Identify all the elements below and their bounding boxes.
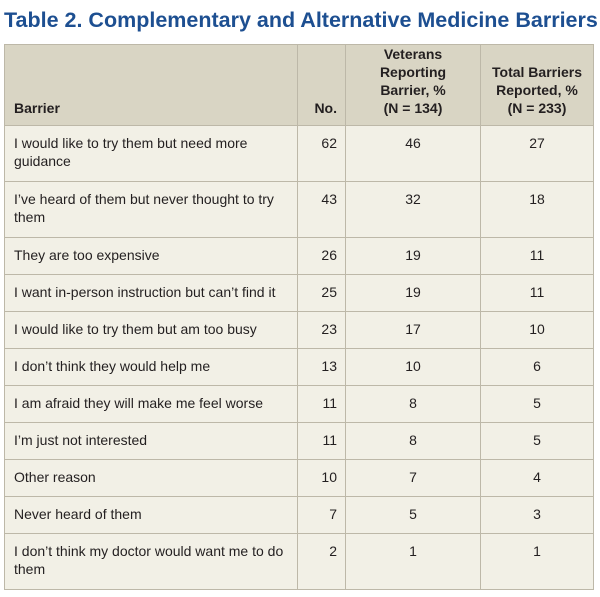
header-row <box>5 45 594 126</box>
total-percent-cell: 6 <box>481 349 594 386</box>
count-cell: 26 <box>298 238 346 275</box>
count-cell: 13 <box>298 349 346 386</box>
count-cell: 10 <box>298 460 346 497</box>
total-percent-cell: 10 <box>481 312 594 349</box>
barrier-cell: Never heard of them <box>5 497 298 534</box>
total-percent-cell: 18 <box>481 182 594 238</box>
table-row <box>5 497 594 534</box>
veterans-header-line-2: Barrier, % <box>380 82 446 98</box>
table-row <box>5 238 594 275</box>
veterans-header-line-3: (N = 134) <box>383 100 443 116</box>
total-percent-cell: 27 <box>481 126 594 182</box>
count-cell: 11 <box>298 386 346 423</box>
total-percent-cell: 5 <box>481 423 594 460</box>
barrier-cell: I’ve heard of them but never thought to try them <box>5 182 298 238</box>
barrier-cell: I’m just not interested <box>5 423 298 460</box>
total-percent-cell: 4 <box>481 460 594 497</box>
barrier-cell: I want in-person instruction but can’t find it <box>5 275 298 312</box>
veterans-header-line-1: Veterans Reporting <box>379 46 447 80</box>
total-percent-cell: 11 <box>481 275 594 312</box>
veterans-percent-cell: 32 <box>346 182 481 238</box>
table-row <box>5 386 594 423</box>
barrier-cell: I don’t think my doctor would want me to do them <box>5 534 298 590</box>
table-row <box>5 126 594 182</box>
total-percent-cell: 1 <box>481 534 594 590</box>
table-row <box>5 349 594 386</box>
veterans-percent-cell: 19 <box>346 238 481 275</box>
barrier-header-label: Barrier <box>14 100 60 116</box>
barrier-cell: I would like to try them but need more guidance <box>5 126 298 182</box>
count-cell: 2 <box>298 534 346 590</box>
barrier-cell: I am afraid they will make me feel worse <box>5 386 298 423</box>
total-header-line-2: Reported, % <box>496 82 578 98</box>
count-cell: 11 <box>298 423 346 460</box>
total-percent-cell: 11 <box>481 238 594 275</box>
veterans-percent-cell: 7 <box>346 460 481 497</box>
veterans-percent-cell: 19 <box>346 275 481 312</box>
veterans-percent-cell: 17 <box>346 312 481 349</box>
total-percent-cell: 5 <box>481 386 594 423</box>
count-cell: 43 <box>298 182 346 238</box>
barriers-table <box>4 44 594 590</box>
veterans-percent-cell: 10 <box>346 349 481 386</box>
veterans-percent-cell: 8 <box>346 423 481 460</box>
barrier-cell: I don’t think they would help me <box>5 349 298 386</box>
total-header-line-3: (N = 233) <box>507 100 567 116</box>
barrier-column-header <box>5 45 298 126</box>
count-cell: 62 <box>298 126 346 182</box>
total-column-header <box>481 45 594 126</box>
veterans-percent-cell: 1 <box>346 534 481 590</box>
table-title: Table 2. Complementary and Alternative Medicine Barriers <box>4 8 598 32</box>
total-percent-cell: 3 <box>481 497 594 534</box>
veterans-percent-cell: 8 <box>346 386 481 423</box>
veterans-column-header <box>346 45 481 126</box>
table-row <box>5 312 594 349</box>
barrier-cell: I would like to try them but am too busy <box>5 312 298 349</box>
table-row <box>5 534 594 590</box>
count-cell: 23 <box>298 312 346 349</box>
total-header-line-1: Total Barriers <box>492 64 582 80</box>
table-row <box>5 460 594 497</box>
count-cell: 7 <box>298 497 346 534</box>
veterans-percent-cell: 46 <box>346 126 481 182</box>
no-header-label: No. <box>314 100 337 116</box>
no-column-header <box>298 45 346 126</box>
barrier-cell: Other reason <box>5 460 298 497</box>
table-row <box>5 275 594 312</box>
table-row <box>5 423 594 460</box>
table-row <box>5 182 594 238</box>
barrier-cell: They are too expensive <box>5 238 298 275</box>
veterans-percent-cell: 5 <box>346 497 481 534</box>
count-cell: 25 <box>298 275 346 312</box>
